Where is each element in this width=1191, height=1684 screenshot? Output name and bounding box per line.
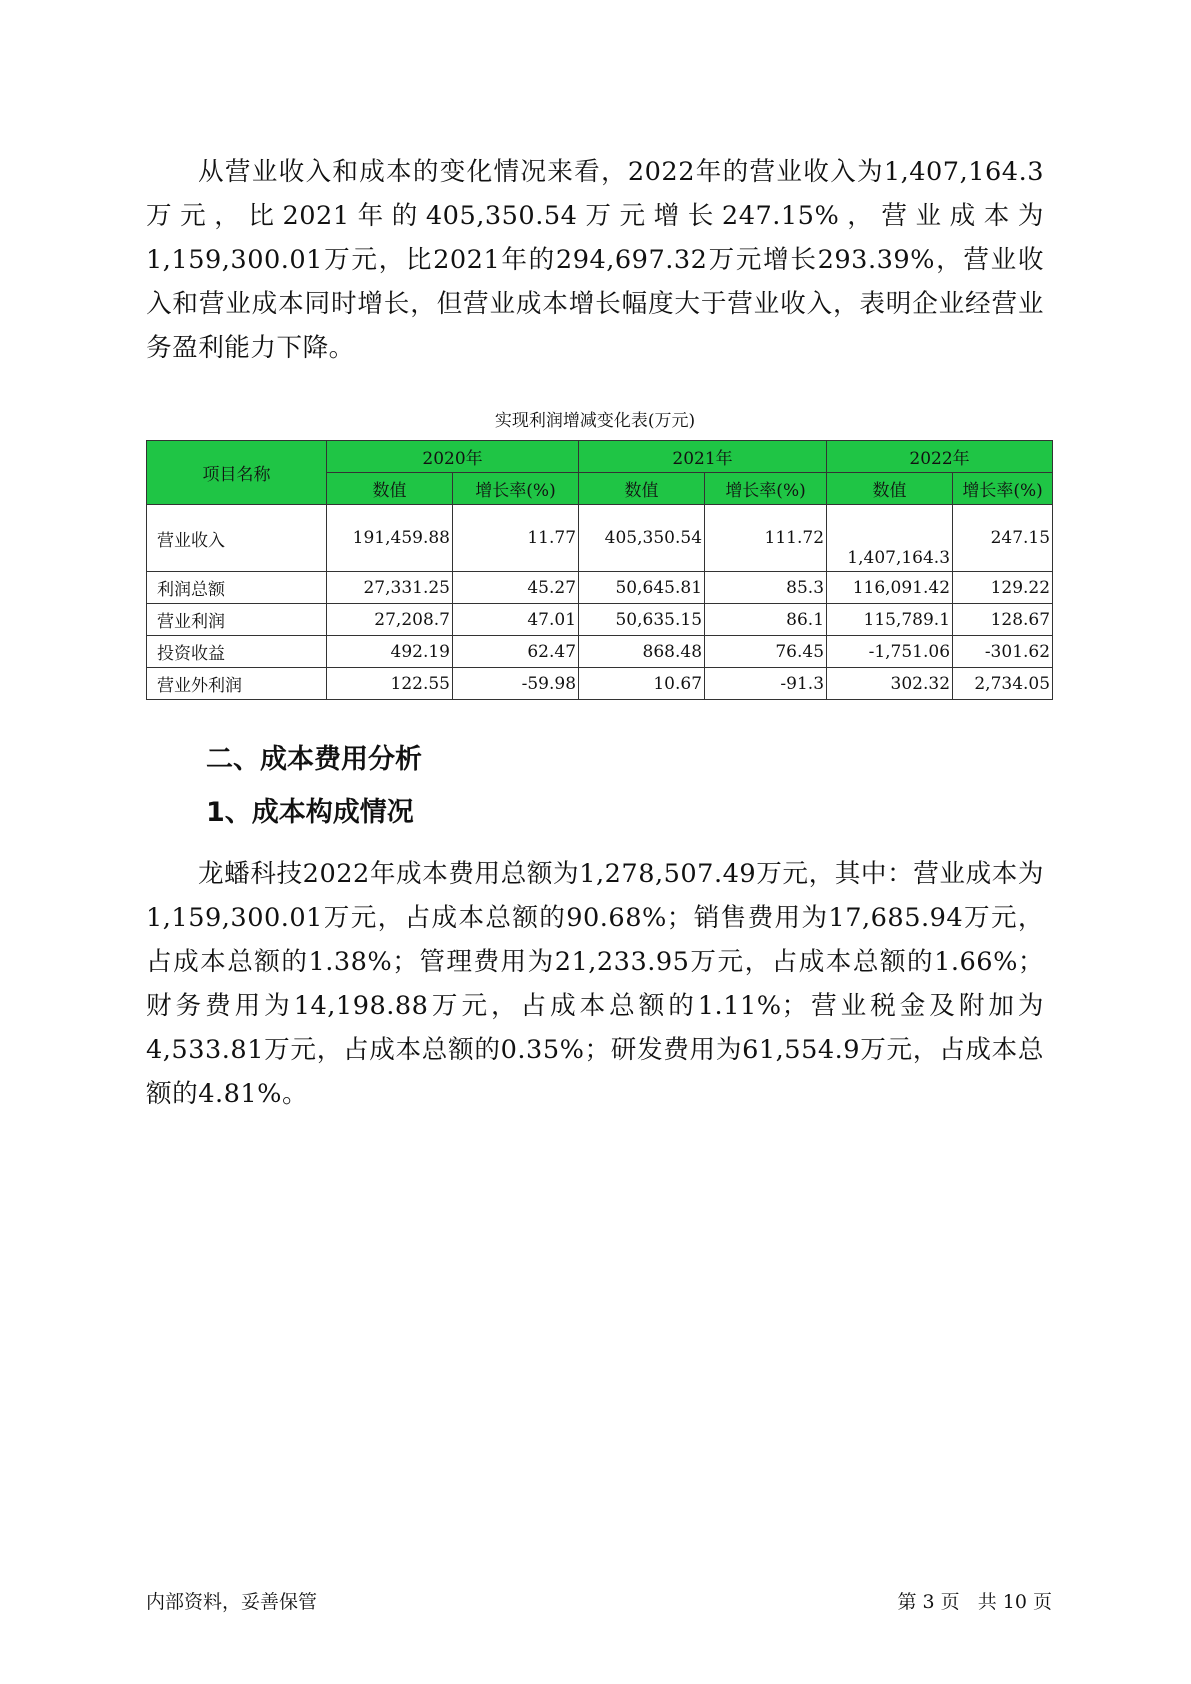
footer-confidential-note: 内部资料，妥善保管 bbox=[146, 1591, 318, 1613]
table-cell: 76.45 bbox=[705, 636, 827, 668]
table-cell: 128.67 bbox=[953, 604, 1053, 636]
header-value: 数值 bbox=[327, 473, 453, 505]
table-cell: 85.3 bbox=[705, 572, 827, 604]
table-cell: 47.01 bbox=[453, 604, 579, 636]
header-growth-rate: 增长率(%) bbox=[953, 473, 1053, 505]
table-cell: -301.62 bbox=[953, 636, 1053, 668]
header-value: 数值 bbox=[827, 473, 953, 505]
table-cell: 111.72 bbox=[705, 505, 827, 572]
table-cell: 116,091.42 bbox=[827, 572, 953, 604]
row-label: 利润总额 bbox=[147, 572, 327, 604]
table-cell: 868.48 bbox=[579, 636, 705, 668]
section-heading: 二、成本费用分析 bbox=[206, 744, 422, 775]
table-cell: 122.55 bbox=[327, 668, 453, 700]
header-year-2021: 2021年 bbox=[579, 441, 827, 473]
header-growth-rate: 增长率(%) bbox=[453, 473, 579, 505]
table-header-row-years bbox=[147, 441, 1053, 473]
table-cell: 191,459.88 bbox=[327, 505, 453, 572]
table-cell: 45.27 bbox=[453, 572, 579, 604]
profit-change-table bbox=[146, 440, 1053, 700]
table-cell: 27,208.7 bbox=[327, 604, 453, 636]
header-item-name: 项目名称 bbox=[147, 441, 327, 505]
table-cell: 492.19 bbox=[327, 636, 453, 668]
table-cell: 2,734.05 bbox=[953, 668, 1053, 700]
table-caption: 实现利润增减变化表(万元) bbox=[494, 411, 696, 431]
table-cell: 62.47 bbox=[453, 636, 579, 668]
header-value: 数值 bbox=[579, 473, 705, 505]
row-label: 营业收入 bbox=[147, 505, 327, 572]
header-year-2022: 2022年 bbox=[827, 441, 1053, 473]
intro-paragraph: 从营业收入和成本的变化情况来看，2022年的营业收入为1,407,164.3万元，比2021年的405,350.54万元增长247.15%，营业成本为1,159,300.01万元，比2021年的294,697.32万元增长293.39%，营业收入和营业成本同时增长，但营业成本增长幅度大于营业收入，表明企业经营业务盈利能力下降。 bbox=[146, 157, 1044, 363]
table-row bbox=[147, 572, 1053, 604]
header-year-2020: 2020年 bbox=[327, 441, 579, 473]
table-cell: 86.1 bbox=[705, 604, 827, 636]
table-cell: 10.67 bbox=[579, 668, 705, 700]
row-label: 投资收益 bbox=[147, 636, 327, 668]
header-growth-rate: 增长率(%) bbox=[705, 473, 827, 505]
row-label: 营业外利润 bbox=[147, 668, 327, 700]
table-cell: 247.15 bbox=[953, 505, 1053, 572]
table-row bbox=[147, 604, 1053, 636]
table-cell: 50,645.81 bbox=[579, 572, 705, 604]
table-cell: 50,635.15 bbox=[579, 604, 705, 636]
cost-paragraph: 龙蟠科技2022年成本费用总额为1,278,507.49万元，其中：营业成本为1,159,300.01万元，占成本总额的90.68%；销售费用为17,685.94万元，占成本总额的1.38%；管理费用为21,233.95万元，占成本总额的1.66%；财务费用为14,198.88万元，占成本总额的1.11%；营业税金及附加为4,533.81万元，占成本总额的0.35%；研发费用为61,554.9万元，占成本总额的4.81%。 bbox=[146, 859, 1044, 1109]
table-row bbox=[147, 668, 1053, 700]
table-cell: 405,350.54 bbox=[579, 505, 705, 572]
table-cell: -59.98 bbox=[453, 668, 579, 700]
table-cell: -91.3 bbox=[705, 668, 827, 700]
table-cell: 27,331.25 bbox=[327, 572, 453, 604]
table-row bbox=[147, 505, 1053, 572]
footer-page-number: 第 3 页 共 10 页 bbox=[897, 1591, 1052, 1613]
table-cell: 1,407,164.3 bbox=[827, 505, 953, 572]
table-cell: 302.32 bbox=[827, 668, 953, 700]
table-cell: -1,751.06 bbox=[827, 636, 953, 668]
table-row bbox=[147, 636, 1053, 668]
table-cell: 129.22 bbox=[953, 572, 1053, 604]
table-cell: 115,789.1 bbox=[827, 604, 953, 636]
row-label: 营业利润 bbox=[147, 604, 327, 636]
table-cell: 11.77 bbox=[453, 505, 579, 572]
subsection-heading: 1、成本构成情况 bbox=[206, 797, 414, 828]
